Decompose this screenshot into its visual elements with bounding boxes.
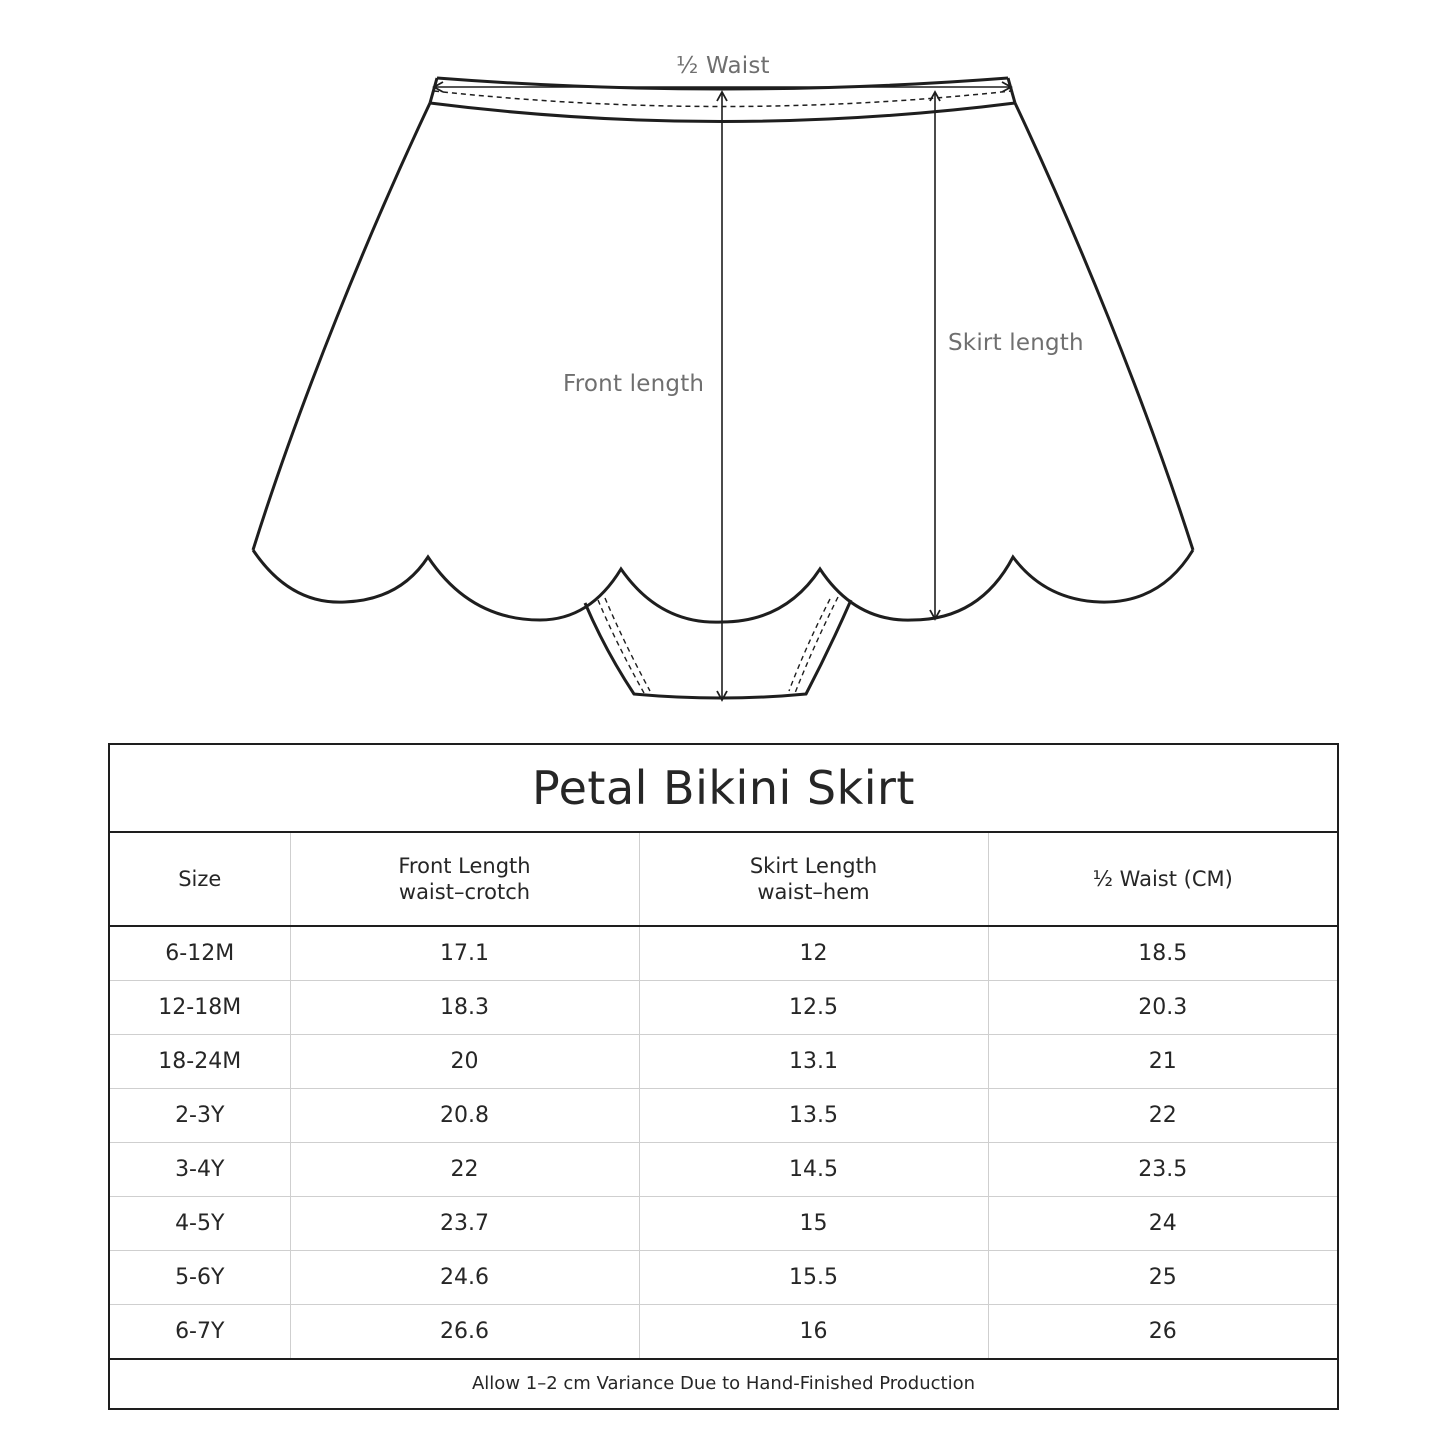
table-row [110,1197,1337,1251]
table-row [110,1035,1337,1089]
table-row [110,1305,1337,1360]
cell-skirt-length: 12.5 [639,981,988,1035]
header-front-length: Front Length waist–crotch [290,833,639,926]
header-half-waist: ½ Waist (CM) [988,833,1337,926]
cell-half-waist: 26 [988,1305,1337,1360]
table-row [110,1089,1337,1143]
cell-size: 3-4Y [110,1143,290,1197]
cell-size: 6-7Y [110,1305,290,1360]
cell-front-length: 23.7 [290,1197,639,1251]
variance-note: Allow 1–2 cm Variance Due to Hand-Finished Production [471,1372,975,1394]
cell-skirt-length: 12 [639,926,988,981]
cell-skirt-length: 14.5 [639,1143,988,1197]
cell-front-length: 17.1 [290,926,639,981]
cell-half-waist: 24 [988,1197,1337,1251]
header-size: Size [110,833,290,926]
table-row [110,981,1337,1035]
table-row [110,926,1337,981]
size-table [110,833,1337,1360]
table-row [110,1251,1337,1305]
cell-front-length: 18.3 [290,981,639,1035]
cell-skirt-length: 16 [639,1305,988,1360]
cell-size: 12-18M [110,981,290,1035]
cell-half-waist: 23.5 [988,1143,1337,1197]
cell-front-length: 20 [290,1035,639,1089]
cell-half-waist: 18.5 [988,926,1337,981]
cell-front-length: 22 [290,1143,639,1197]
scalloped-hem [253,550,1193,622]
skirt-length-label: Skirt length [948,330,1084,356]
cell-skirt-length: 15 [639,1197,988,1251]
half-waist-label: ½ Waist [676,53,770,79]
front-length-label: Front length [563,371,705,397]
size-chart-title: Petal Bikini Skirt [110,745,1337,833]
cell-half-waist: 20.3 [988,981,1337,1035]
cell-half-waist: 25 [988,1251,1337,1305]
cell-size: 4-5Y [110,1197,290,1251]
cell-half-waist: 22 [988,1089,1337,1143]
cell-front-length: 20.8 [290,1089,639,1143]
bikini-bottom [585,600,851,698]
size-chart [108,743,1339,1410]
cell-skirt-length: 13.5 [639,1089,988,1143]
skirt-left-side [253,103,430,550]
cell-half-waist: 21 [988,1035,1337,1089]
header-skirt-length: Skirt Length waist–hem [639,833,988,926]
cell-front-length: 26.6 [290,1305,639,1360]
table-row [110,1143,1337,1197]
cell-skirt-length: 15.5 [639,1251,988,1305]
cell-size: 18-24M [110,1035,290,1089]
cell-size: 5-6Y [110,1251,290,1305]
cell-size: 6-12M [110,926,290,981]
cell-size: 2-3Y [110,1089,290,1143]
cell-front-length: 24.6 [290,1251,639,1305]
skirt-right-side [1015,103,1193,550]
header-row [110,833,1337,926]
cell-skirt-length: 13.1 [639,1035,988,1089]
